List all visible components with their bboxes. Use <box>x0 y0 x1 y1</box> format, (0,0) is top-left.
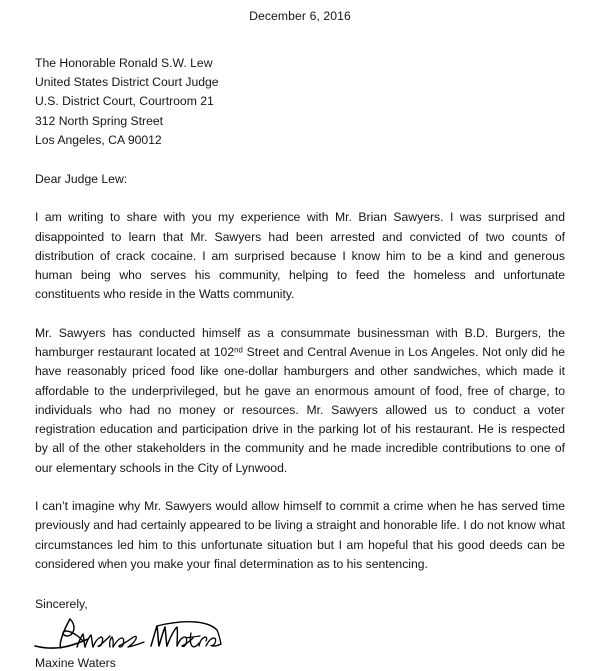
handwritten-signature-icon <box>33 616 233 656</box>
address-line: Los Angeles, CA 90012 <box>35 132 162 147</box>
body-paragraph-1: I am writing to share with you my experience with Mr. Brian Sawyers. I was surprised and disappointed to learn that Mr. Sawyers had been arrested and convicted of two counts of distribution of crack cocaine. I am surprised because I know him to be a kind and generous human being who serves his community, helping to feed the homeless and unfortunate constituents who reside in the Watts community. <box>35 210 565 302</box>
letter-content <box>35 54 565 671</box>
body-paragraph-2 <box>35 324 565 478</box>
paragraph-2-text-before-superscript: Mr. Sawyers has conducted himself as a consummate businessman with B.D. Burgers, the hamburger restaurant located at 102 <box>35 325 565 359</box>
signer-name: Maxine Waters <box>35 656 116 671</box>
address-line: The Honorable Ronald S.W. Lew <box>35 56 213 70</box>
signature-area <box>33 616 565 656</box>
ordinal-superscript: nd <box>234 345 243 355</box>
closing-salutation: Sincerely, <box>35 597 88 612</box>
letter-date: December 6, 2016 <box>249 9 351 23</box>
address-line: United States District Court Judge <box>35 75 219 90</box>
recipient-address-block <box>35 54 565 150</box>
paragraph-2-text-after-superscript: Street and Central Avenue in Los Angeles. Not only did he have reasonably priced food like one-dollar hamburgers and other sandwiches, which made it affordable to the underprivileged, but he gave an enormous amount of food, free of charge, to individuals who had no money or resources. Mr. Sawyers allowed us to conduct a voter registration education and participation drive in the parking lot of his restaurant. He is respected by all of the other stakeholders in the community and he made incredible contributions to one of our elementary schools in the City of Lynwood. <box>35 345 565 475</box>
address-line: 312 North Spring Street <box>35 113 164 128</box>
salutation: Dear Judge Lew: <box>35 172 128 187</box>
address-line: U.S. District Court, Courtroom 21 <box>35 94 214 109</box>
body-paragraph-3: I can’t imagine why Mr. Sawyers would allow himself to commit a crime when he has served time previously and had certainly appeared to be living a straight and honorable life. I do not know what circumstances led him to this unfortunate situation but I am hopeful that his good deeds can be considered when you make your final determination as to his sentencing. <box>35 499 565 571</box>
